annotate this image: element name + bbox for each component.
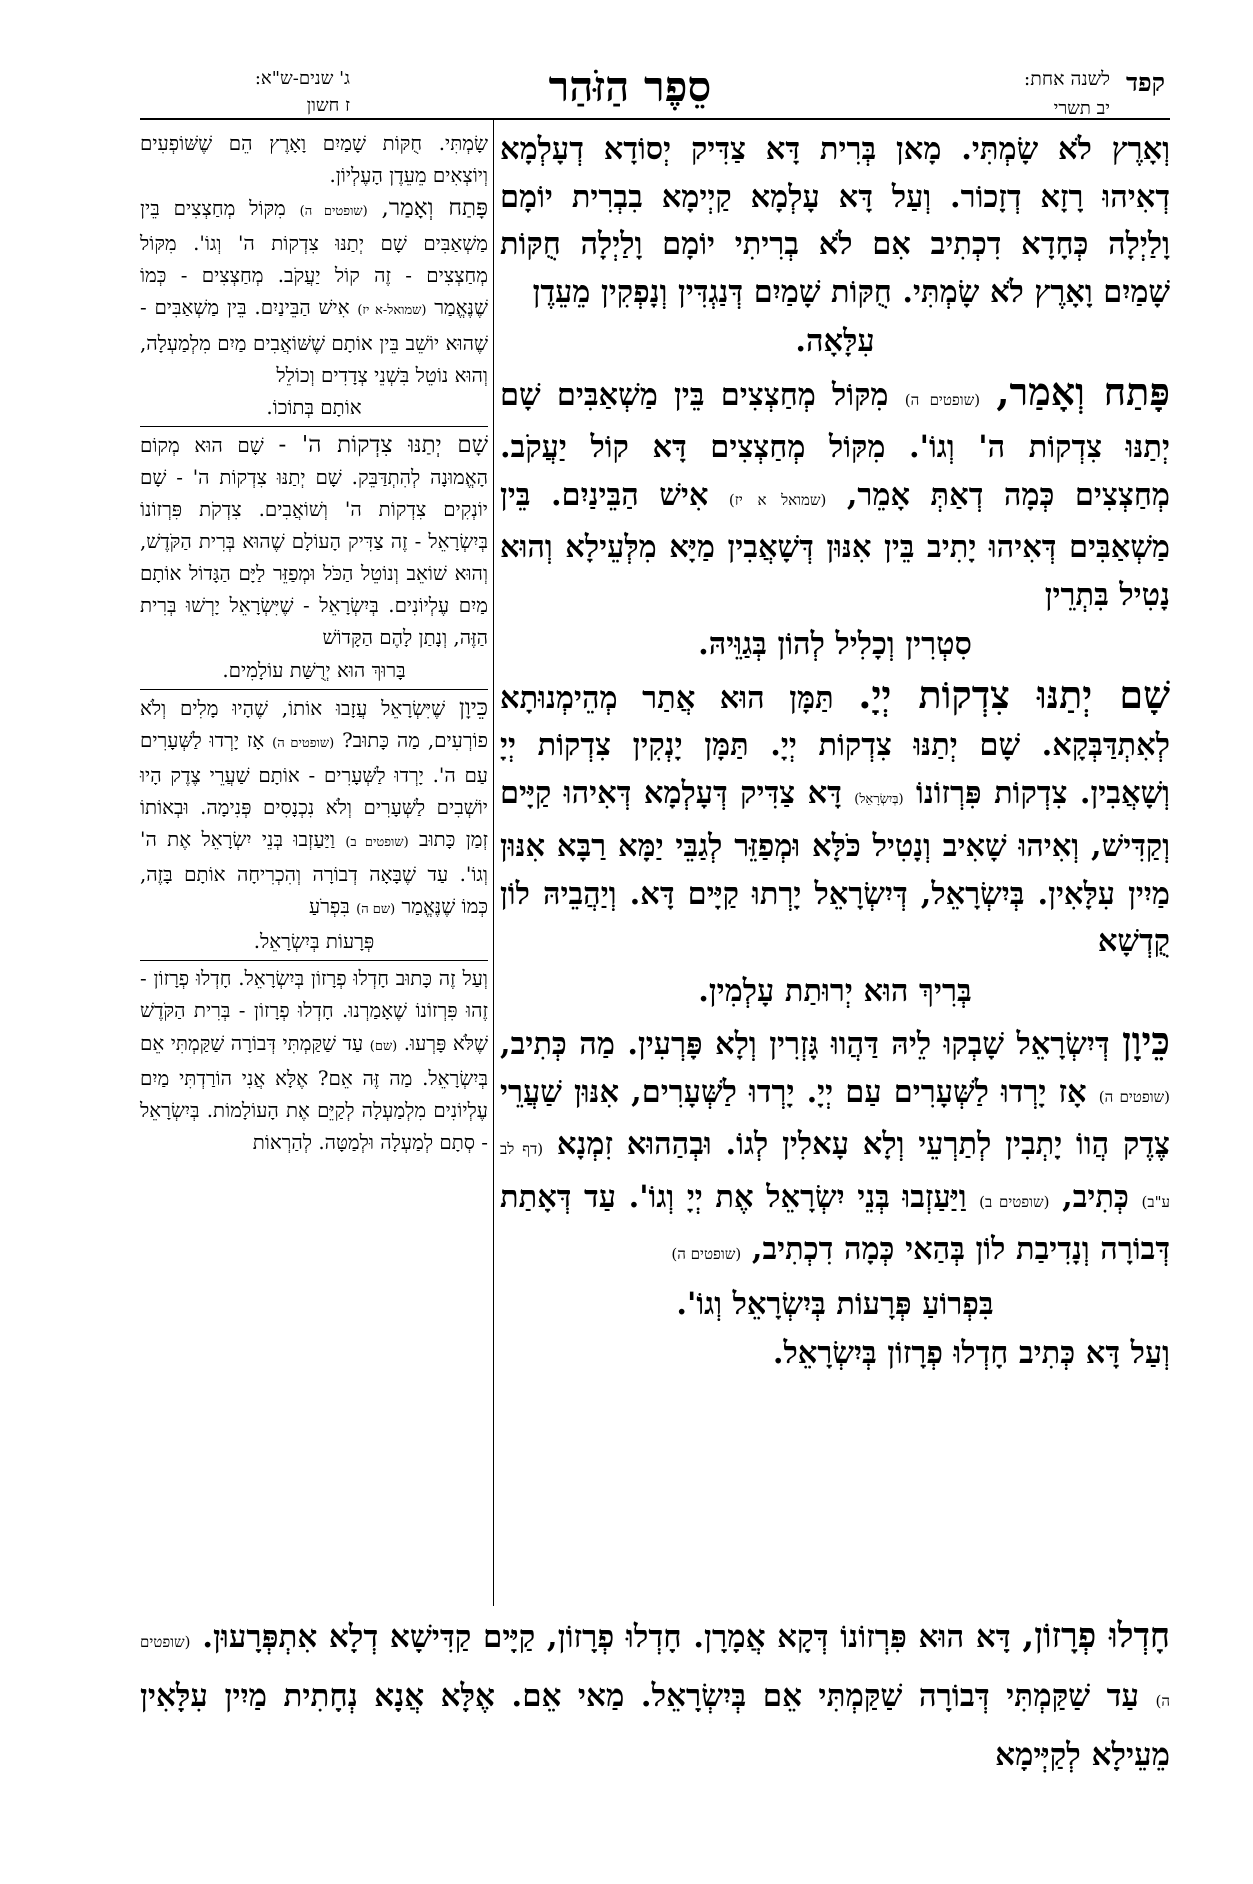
main-paragraph-3-end [500,968,1170,1016]
verse-reference: (שמואל-א יז) [357,303,427,319]
commentary-text: מִקּוֹל מְחַצְצִים בֵּין מַשְׁאַבִּים שָׁם יְתַנּוּ צִדְקוֹת ה' וְגוֹ'. מִקּוֹל מְחַצְצִים - זֶה קוֹל יַעֲקֹב. מְחַצְצִים - כְּמוֹ שֶׁנֶּאֱמַר [140,197,488,320]
page-reference: (דף לב ע"ב) [500,1140,1171,1211]
main-paragraph-5 [500,1330,1170,1378]
page-number: קפד [1125,68,1165,97]
main-text: עִלָּאָה. [795,323,875,359]
main-text: מִקּוֹל מְחַצְצִים בֵּין מַשְׁאַבִּים שָׁם יְתַנּוּ צִדְקוֹת ה' וְגוֹ'. מִקּוֹל מְחַצְצִים דָּא קוֹל יַעֲקֹב. מְחַצְצִים כְּמָה דְאַתְּ אָמֵר, [500,376,1170,513]
main-text: כְּתִיב, [1062,1178,1129,1215]
header-left-line1: ג' שנים-ש"א: [254,68,350,89]
header-right [955,68,1165,120]
commentary-text: וְעַל זֶה כָּתוּב חָדְלוּ פְרָזוֹן בְּיִשְׂרָאֵל. חָדְלוּ פְרָזוֹן - זֶהוּ פִּרְזוֹנוֹ שֶׁאָמַרְנוּ. חָדְלוּ פְרָזוֹן - בְּרִית הַקֹּדֶשׁ שֶׁלֹּא פָּרְעוּ. [140,967,488,1055]
commentary-text: שֶׁיִּשְׂרָאֵל עֲזָבוּ אוֹתוֹ, שֶׁהָיוּ מָלִים וְלֹא פוֹרְעִים, מַה כָּתוּב? [140,696,488,752]
verse-reference: (שופטים ב) [979,1192,1050,1211]
main-text: וְעַל דָּא כְּתִיב חָדְלוּ פְרָזוֹן בְּיִשְׂרָאֵל. [772,1335,1170,1371]
main-paragraph-1 [500,126,1170,316]
verse-reference: (שופטים ה) [299,204,368,220]
header-left-line2: ז חשון [306,95,350,116]
main-text: תַּמָּן הוּא אֲתַר מְהֵימְנוּתָא לְאִתְדַּבְּקָא. שָׁם יְתַנּוּ צִדְקוֹת יְיָ. תַּמָּן יָנְקִין צִדְקוֹת יְיָ וְשָׁאֲבִין. צִדְקוֹת פִּרְזוֹנוֹ [500,679,1170,811]
date-label: יב תשרי [1053,98,1110,119]
commentary-paragraph-4 [140,692,488,927]
verse-reference: (שם) [369,1038,398,1054]
main-text-column [500,126,1170,1380]
main-text: אָז יָרְדוּ לַשְּׁעָרִים עַם יְיָ. יָרְדוּ לַשְּׁעָרִים, אִנּוּן שַׁעֲרֵי צֶדֶק הֲווֹ יָתְבִין לְתַרְעֵי וְלָא עָאלִין לְגוֹ. וּבְהַהוּא זִמְנָא [500,1073,1170,1162]
commentary-text: וַיַּעַזְבוּ בְּנֵי יִשְׂרָאֵל אֶת ה' וְגוֹ'. עַד שֶׁבָּאָה דְבוֹרָה וְהִכְרִיחָה אוֹתָם בָּזֶה, כְּמוֹ שֶׁנֶּאֱמַר [140,827,488,919]
lead-word: שָׁם יְתַנּוּ צִדְקוֹת יְיָ. [858,671,1170,717]
main-text: דְּיִשְׂרָאֵל שָׁבְקוּ לֵיהּ דַּהֲווּ גָּזְרִין וְלָא פָּרְעִין. מַה כְּתִיב, [500,1026,1110,1062]
main-paragraph-2-end [500,621,1170,669]
commentary-separator [140,689,488,690]
commentary-text: בִּפְרֹעַ [309,895,350,919]
main-text: דָּא צַדִּיק דְּעָלְמָא דְּאִיהוּ קַיָּים וְקַדִּישׁ, וְאִיהוּ שָׁאִיב וְנָטִיל כֹּלָּא וּמְפַזֵּר לְגַבֵּי יַמָּא רַבָּא אִנּוּן מַיִין עִלָּאִין. בְּיִשְׂרָאֵל, דְּיִשְׂרָאֵל יָרְתוּ קַיָּים דָּא. וְיַהֲבֵיהּ לוֹן קֻדְשָׁא [500,774,1170,959]
commentary-text: שָׁם הוּא מְקוֹם הָאֱמוּנָה לְהִתְדַּבֵּק. שָׁם יְתַנּוּ צִדְקוֹת ה' - שָׁם יוֹנְקִים צִדְקוֹת ה' וְשׁוֹאֲבִים. צִדְקֹת פִּרְזוֹנוֹ בְּיִשְׂרָאֵל - זֶה צַדִּיק הָעוֹלָם שֶׁהוּא בְּרִית הַקֹּדֶשׁ, וְהוּא שׁוֹאֵב וְנוֹטֵל הַכֹּל וּמְפַזֵּר לַיָּם הַגָּדוֹל אוֹתָם מַיִם עֶלְיוֹנִים. בְּיִשְׂרָאֵל - שֶׁיִּשְׂרָאֵל יָרְשׁוּ בְּרִית הַזֶּה, וְנָתַן לָהֶם הַקָּדוֹשׁ [140,433,488,650]
main-text: עַד שַׁקַּמְתִּי דְּבוֹרָה שַׁקַּמְתִּי אֵם בְּיִשְׂרָאֵל. מַאי אֵם. אֶלָּא אֲנָא נְחָתִית מַיִין עִלָּאִין מֵעֵילָא לְקַיְּימָא [140,1678,1170,1773]
header-left [140,68,350,120]
header-rule [140,118,1170,120]
commentary-text: עַד שַׁקַּמְתִּי דְּבוֹרָה שַׁקַּמְתִּי אֵם בְּיִשְׂרָאֵל. מַה זֶּה אֵם? אֶלָּא אֲנִי הוֹרַדְתִּי מַיִם עֶלְיוֹנִים מִלְמַעְלָה לְקַיֵּם אֶת הָעוֹלָמוֹת. בְּיִשְׂרָאֵל - סְתָם לְמַעְלָה וּלְמַטָּה. לְהַרְאוֹת [140,1031,488,1154]
verse-reference: (שמואל א יז) [728,490,827,509]
bottom-paragraph [140,1609,1170,1782]
main-paragraph-4-end [500,1281,1170,1329]
commentary-lead: שָׁם יְתַנּוּ צִדְקוֹת ה' - [278,431,488,458]
book-title: סֵפֶר הַזֹּהַר [548,62,712,111]
verse-reference: (שופטים ב) [345,834,409,850]
main-paragraph-1-end [500,318,1170,366]
commentary-text: פְּרָעוֹת בְּיִשְׂרָאֵל. [253,930,375,954]
verse-reference: (שופטים ה) [272,735,335,751]
column-divider [493,120,494,1606]
commentary-text: בָּרוּךְ הוּא יְרֻשַּׁת עוֹלָמִים. [222,658,406,682]
bottom-text-block [140,1609,1170,1782]
main-paragraph-3 [500,671,1170,966]
lead-word: כֵּיוָן [1122,1018,1170,1063]
commentary-paragraph-1 [140,128,488,192]
main-text: וְאָרֶץ לֹא שָׂמְתִּי. מָאן בְּרִית דָּא צַדִּיק יְסוֹדָא דְעָלְמָא דְאִיהוּ רָזָא דְזָכוֹר. וְעַל דָּא עָלְמָא קַיְימָא בִבְרִית יוֹמָם וָלַיְלָה כְּחָדָא דִכְתִיב אִם לֹא בְרִיתִי יוֹמָם וָלַיְלָה חֻקּוֹת שָׁמַיִם וָאָרֶץ לֹא שָׂמְתִּי. חֻקּוֹת שָׁמַיִם דְּנַגְדִּין וְנָפְקִין מֵעֵדֶן [500,131,1170,310]
inline-note: (בְּיִשְׂרָאֵל) [854,791,904,807]
commentary-separator [140,426,488,427]
commentary-text: אוֹתָם בְּתוֹכוֹ. [266,395,362,419]
main-paragraph-4 [500,1017,1170,1279]
commentary-separator [140,960,488,961]
main-text: אִישׁ הַבֵּינַיִם. בֵּין מַשְׁאַבִּים דְּאִיהוּ יָתִיב בֵּין אִנּוּן דְּשָׁאֲבִין מַיָּא מִלְּעֵילָא וְהוּא נָטִיל בִּתְרֵין [500,476,1170,613]
lead-word: חָדְלוּ פְרָזוֹן, [1022,1616,1171,1656]
commentary-paragraph-5 [140,963,488,1159]
verse-reference: (שופטים ה) [1098,1087,1170,1106]
commentary-paragraph-3-end [140,655,488,687]
commentary-text: שָׂמְתִּי. חֻקּוֹת שָׁמַיִם וָאָרֶץ הֵם שֶׁשּׁוֹפְעִים וְיוֹצְאִים מֵעֵדֶן הָעֶלְיוֹן. [140,132,488,188]
main-text: סִטְרִין וְכָלִיל לְהוֹן בְּגַוֵּיהּ. [698,626,972,662]
commentary-lead: פָּתַח וְאָמַר, [381,195,489,222]
verse-reference: (שופטים ה) [140,1633,1170,1710]
verse-reference: (שופטים ה) [671,1245,742,1263]
year-label: לשנה אחת: [1023,68,1110,90]
main-paragraph-2 [500,368,1170,620]
main-text: וַיַּעַזְבוּ בְּנֵי יִשְׂרָאֵל אֶת יְיָ וְגוֹ'. עַד דְּאָתַת דְּבוֹרָה וְנָדִיבַת לוֹן בְּהַאי כְּמָה דִכְתִיב, [500,1178,1170,1267]
main-text: בִּפְרוֹעַ פְּרָעוֹת בְּיִשְׂרָאֵל וְגוֹ'. [676,1285,994,1322]
commentary-lead: כֵּיוָן [458,694,488,721]
commentary-paragraph-2-end [140,392,488,424]
commentary-paragraph-3 [140,429,488,655]
commentary-paragraph-4-end [140,926,488,958]
commentary-paragraph-2 [140,192,488,392]
commentary-text: אָז יָרְדוּ לַשְּׁעָרִים עַם ה'. יָרְדוּ לַשְּׁעָרִים - אוֹתָם שַׁעֲרֵי צֶדֶק הָיוּ יוֹשְׁבִים לַשְּׁעָרִים וְלֹא נִכְנָסִים פְּנִימָה. וּבְאוֹתוֹ זְמַן כָּתוּב [140,728,489,851]
main-text: בְּרִיךְ הוּא יְרוּתַת עָלְמִין. [698,972,972,1009]
verse-reference: (שופטים ה) [904,390,981,409]
verse-reference: (שם ה) [356,902,396,918]
lead-word: פָּתַח וְאָמַר, [996,368,1171,414]
main-text: דָּא הוּא פִּרְזוֹנוֹ דְּקָא אֲמָרָן. חָדְלוּ פְרָזוֹן, קַיָּים קַדִּישָׁא דְלָא אִתְפְּרָעוּן. [202,1619,1011,1655]
commentary-text: אִישׁ הַבֵּינַיִם. בֵּין מַשְׁאַבִּים - שֶׁהוּא יוֹשֵׁב בֵּין אוֹתָם שֶׁשּׁוֹאֲבִים מַיִם מִלְמַעְלָה, וְהוּא נוֹטֵל בִּשְׁנֵי צְדָדִים וְכוֹלֵל [140,296,488,387]
commentary-column [140,128,488,1159]
